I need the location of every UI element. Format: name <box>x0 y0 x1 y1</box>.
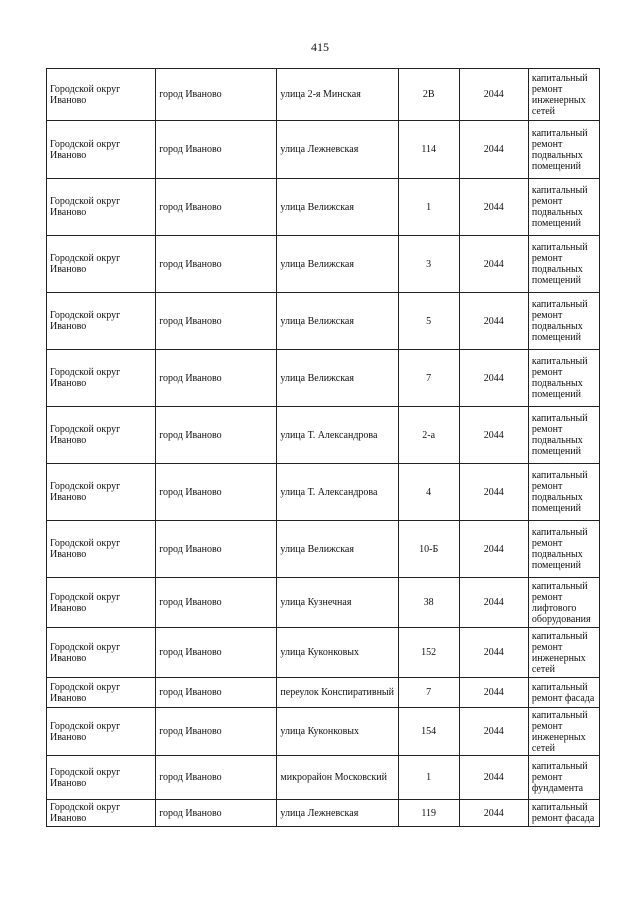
work-type-cell: капитальный ремонт фасада <box>528 678 599 708</box>
work-type-cell: капитальный ремонт подвальных помещений <box>528 179 599 236</box>
work-type-cell: капитальный ремонт подвальных помещений <box>528 407 599 464</box>
district-cell: Городской округ Иваново <box>47 800 156 827</box>
district-cell: Городской округ Иваново <box>47 293 156 350</box>
district-cell: Городской округ Иваново <box>47 350 156 407</box>
table-row <box>47 121 600 179</box>
year-cell: 2044 <box>459 121 528 179</box>
year-cell: 2044 <box>459 708 528 756</box>
year-cell: 2044 <box>459 350 528 407</box>
work-type-cell: капитальный ремонт лифтового оборудования <box>528 578 599 628</box>
page-number: 415 <box>311 40 329 54</box>
street-cell: улица Т. Александрова <box>277 464 398 521</box>
city-cell: город Иваново <box>156 407 277 464</box>
year-cell: 2044 <box>459 678 528 708</box>
year-cell: 2044 <box>459 69 528 121</box>
work-type-cell: капитальный ремонт подвальных помещений <box>528 236 599 293</box>
year-cell: 2044 <box>459 293 528 350</box>
work-type-cell: капитальный ремонт фундамента <box>528 756 599 800</box>
city-cell: город Иваново <box>156 628 277 678</box>
house-number-cell: 7 <box>398 350 459 407</box>
city-cell: город Иваново <box>156 521 277 578</box>
house-number-cell: 1 <box>398 179 459 236</box>
table-row <box>47 756 600 800</box>
street-cell: улица Куконковых <box>277 628 398 678</box>
table-row <box>47 521 600 578</box>
district-cell: Городской округ Иваново <box>47 708 156 756</box>
city-cell: город Иваново <box>156 121 277 179</box>
table-row <box>47 628 600 678</box>
work-type-cell: капитальный ремонт подвальных помещений <box>528 293 599 350</box>
work-type-cell: капитальный ремонт подвальных помещений <box>528 521 599 578</box>
district-cell: Городской округ Иваново <box>47 678 156 708</box>
district-cell: Городской округ Иваново <box>47 179 156 236</box>
street-cell: улица Кузнечная <box>277 578 398 628</box>
table-row <box>47 350 600 407</box>
street-cell: улица Велижская <box>277 350 398 407</box>
house-number-cell: 119 <box>398 800 459 827</box>
district-cell: Городской округ Иваново <box>47 121 156 179</box>
house-number-cell: 154 <box>398 708 459 756</box>
city-cell: город Иваново <box>156 678 277 708</box>
year-cell: 2044 <box>459 407 528 464</box>
city-cell: город Иваново <box>156 800 277 827</box>
city-cell: город Иваново <box>156 293 277 350</box>
work-type-cell: капитальный ремонт подвальных помещений <box>528 464 599 521</box>
city-cell: город Иваново <box>156 236 277 293</box>
street-cell: улица Куконковых <box>277 708 398 756</box>
year-cell: 2044 <box>459 628 528 678</box>
year-cell: 2044 <box>459 756 528 800</box>
table-row <box>47 293 600 350</box>
table-row <box>47 708 600 756</box>
table-row <box>47 678 600 708</box>
city-cell: город Иваново <box>156 756 277 800</box>
street-cell: улица Т. Александрова <box>277 407 398 464</box>
work-type-cell: капитальный ремонт инженерных сетей <box>528 628 599 678</box>
city-cell: город Иваново <box>156 350 277 407</box>
district-cell: Городской округ Иваново <box>47 69 156 121</box>
table-row <box>47 800 600 827</box>
street-cell: переулок Конспиративный <box>277 678 398 708</box>
city-cell: город Иваново <box>156 464 277 521</box>
street-cell: улица Велижская <box>277 293 398 350</box>
city-cell: город Иваново <box>156 179 277 236</box>
house-number-cell: 2В <box>398 69 459 121</box>
street-cell: улица 2-я Минская <box>277 69 398 121</box>
house-number-cell: 114 <box>398 121 459 179</box>
street-cell: улица Лежневская <box>277 800 398 827</box>
work-type-cell: капитальный ремонт подвальных помещений <box>528 121 599 179</box>
district-cell: Городской округ Иваново <box>47 521 156 578</box>
table-row <box>47 179 600 236</box>
house-number-cell: 5 <box>398 293 459 350</box>
table-row <box>47 464 600 521</box>
street-cell: улица Велижская <box>277 179 398 236</box>
year-cell: 2044 <box>459 464 528 521</box>
table-row <box>47 407 600 464</box>
city-cell: город Иваново <box>156 578 277 628</box>
year-cell: 2044 <box>459 236 528 293</box>
street-cell: улица Лежневская <box>277 121 398 179</box>
district-cell: Городской округ Иваново <box>47 407 156 464</box>
city-cell: город Иваново <box>156 708 277 756</box>
year-cell: 2044 <box>459 800 528 827</box>
district-cell: Городской округ Иваново <box>47 578 156 628</box>
table-row <box>47 578 600 628</box>
work-type-cell: капитальный ремонт инженерных сетей <box>528 69 599 121</box>
house-number-cell: 3 <box>398 236 459 293</box>
table-row <box>47 69 600 121</box>
house-number-cell: 38 <box>398 578 459 628</box>
house-number-cell: 7 <box>398 678 459 708</box>
house-number-cell: 152 <box>398 628 459 678</box>
house-number-cell: 1 <box>398 756 459 800</box>
district-cell: Городской округ Иваново <box>47 756 156 800</box>
work-type-cell: капитальный ремонт инженерных сетей <box>528 708 599 756</box>
house-number-cell: 10-Б <box>398 521 459 578</box>
district-cell: Городской округ Иваново <box>47 464 156 521</box>
year-cell: 2044 <box>459 578 528 628</box>
street-cell: микрорайон Московский <box>277 756 398 800</box>
housing-repair-table <box>46 68 600 827</box>
house-number-cell: 4 <box>398 464 459 521</box>
year-cell: 2044 <box>459 521 528 578</box>
street-cell: улица Велижская <box>277 236 398 293</box>
city-cell: город Иваново <box>156 69 277 121</box>
district-cell: Городской округ Иваново <box>47 236 156 293</box>
table-row <box>47 236 600 293</box>
street-cell: улица Велижская <box>277 521 398 578</box>
work-type-cell: капитальный ремонт подвальных помещений <box>528 350 599 407</box>
work-type-cell: капитальный ремонт фасада <box>528 800 599 827</box>
district-cell: Городской округ Иваново <box>47 628 156 678</box>
year-cell: 2044 <box>459 179 528 236</box>
house-number-cell: 2-а <box>398 407 459 464</box>
